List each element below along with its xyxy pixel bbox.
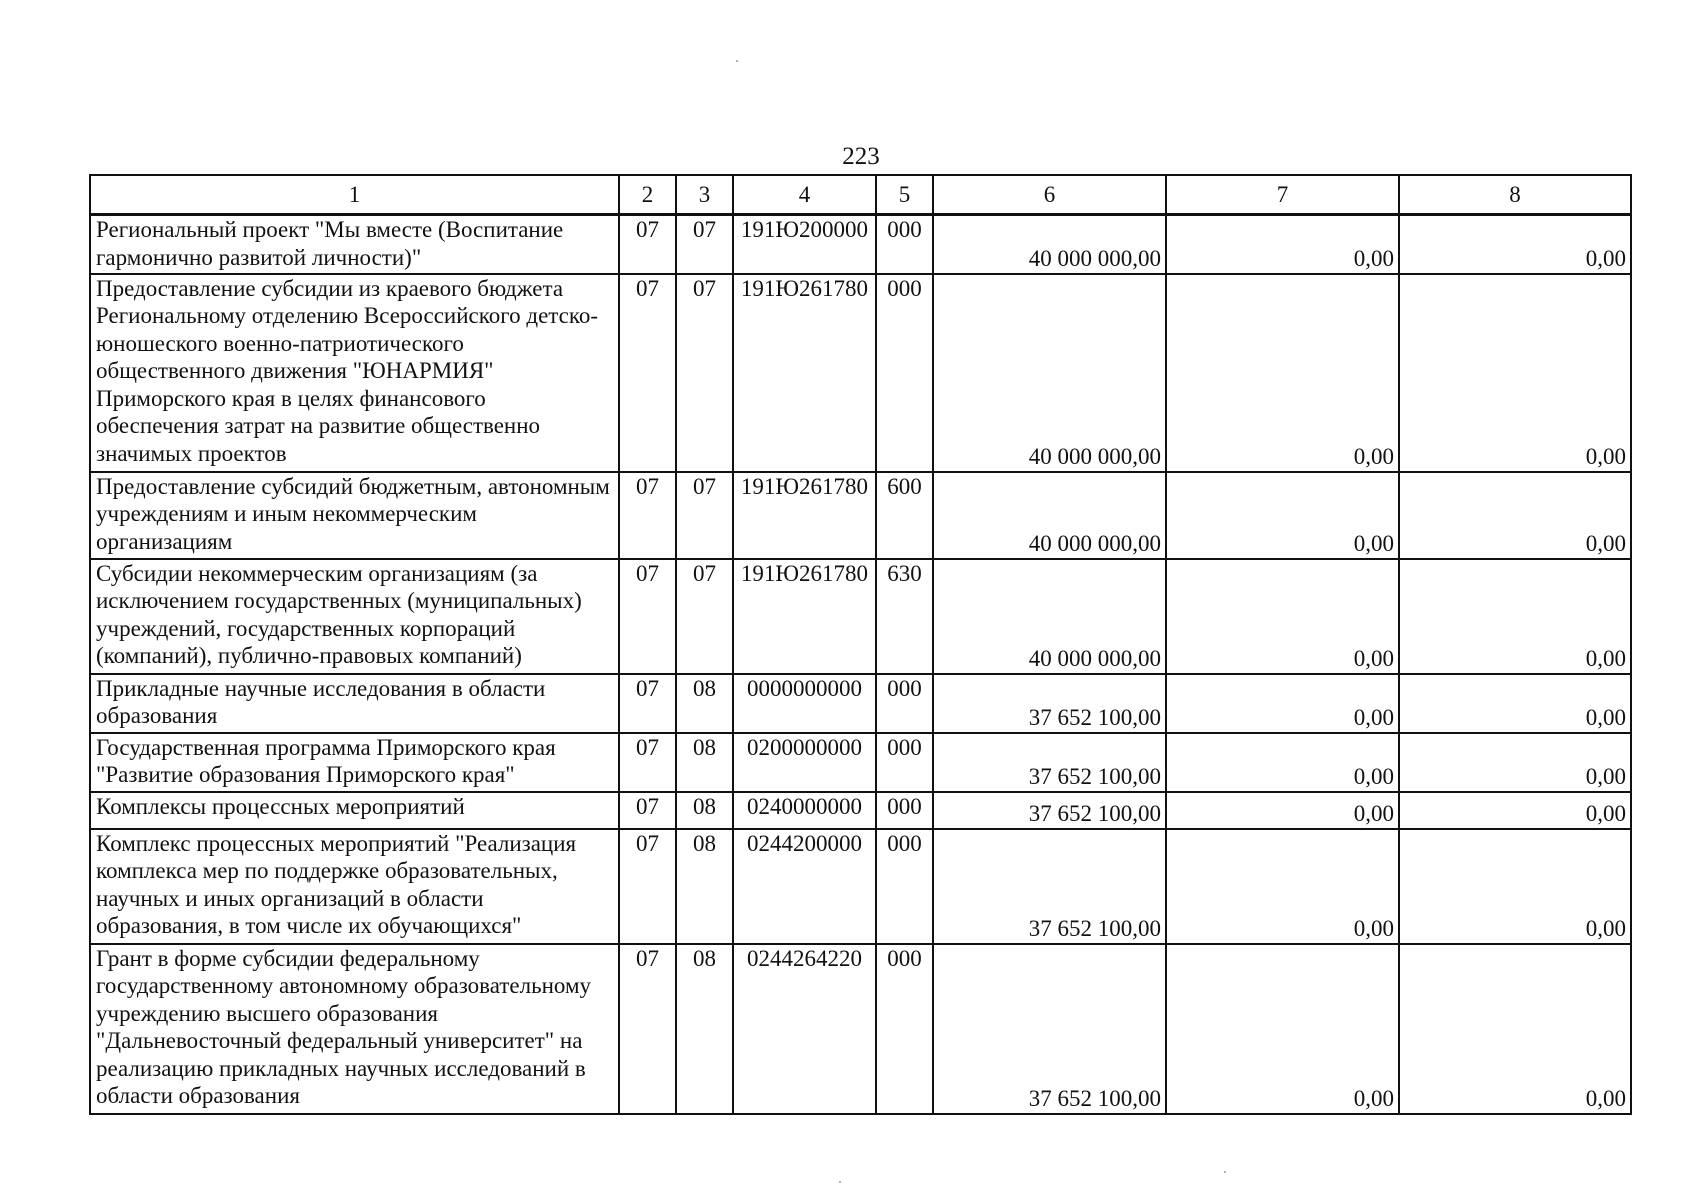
amount-col-8: 0,00 bbox=[1399, 472, 1631, 559]
amount-col-8: 0,00 bbox=[1399, 944, 1631, 1114]
target-article-code: 191Ю261780 bbox=[733, 472, 876, 559]
section-code: 07 bbox=[619, 215, 676, 274]
section-code: 07 bbox=[619, 944, 676, 1114]
amount-col-6: 37 652 100,00 bbox=[933, 944, 1166, 1114]
amount-col-6: 40 000 000,00 bbox=[933, 559, 1166, 674]
amount-col-6: 37 652 100,00 bbox=[933, 829, 1166, 944]
amount-col-6: 37 652 100,00 bbox=[933, 674, 1166, 733]
amount-col-7: 0,00 bbox=[1166, 733, 1399, 792]
expense-type-code: 000 bbox=[876, 215, 933, 274]
row-name: Грант в форме субсидии федеральному государственному автономному образовательному учреждению высшего образования "Дальневосточный федеральный университет" на реализацию прикладных научных исследований в области образования bbox=[90, 944, 619, 1114]
amount-col-6: 37 652 100,00 bbox=[933, 792, 1166, 829]
table-row bbox=[90, 792, 1631, 829]
subsection-code: 08 bbox=[676, 792, 733, 829]
amount-col-8: 0,00 bbox=[1399, 733, 1631, 792]
amount-col-7: 0,00 bbox=[1166, 274, 1399, 472]
target-article-code: 0244264220 bbox=[733, 944, 876, 1114]
amount-col-6: 40 000 000,00 bbox=[933, 215, 1166, 274]
column-header: 1 bbox=[90, 175, 619, 215]
amount-col-6: 40 000 000,00 bbox=[933, 274, 1166, 472]
column-header: 2 bbox=[619, 175, 676, 215]
table-row bbox=[90, 559, 1631, 674]
subsection-code: 07 bbox=[676, 274, 733, 472]
page-number: 223 bbox=[842, 143, 880, 170]
amount-col-8: 0,00 bbox=[1399, 792, 1631, 829]
subsection-code: 08 bbox=[676, 674, 733, 733]
target-article-code: 0200000000 bbox=[733, 733, 876, 792]
row-name: Прикладные научные исследования в области образования bbox=[90, 674, 619, 733]
table-row bbox=[90, 472, 1631, 559]
target-article-code: 191Ю261780 bbox=[733, 559, 876, 674]
amount-col-8: 0,00 bbox=[1399, 274, 1631, 472]
amount-col-7: 0,00 bbox=[1166, 472, 1399, 559]
subsection-code: 08 bbox=[676, 944, 733, 1114]
expense-type-code: 000 bbox=[876, 792, 933, 829]
target-article-code: 0240000000 bbox=[733, 792, 876, 829]
scan-speck bbox=[839, 1181, 841, 1183]
expense-type-code: 600 bbox=[876, 472, 933, 559]
column-header: 3 bbox=[676, 175, 733, 215]
amount-col-7: 0,00 bbox=[1166, 829, 1399, 944]
expense-type-code: 000 bbox=[876, 829, 933, 944]
amount-col-8: 0,00 bbox=[1399, 674, 1631, 733]
row-name: Государственная программа Приморского края "Развитие образования Приморского края" bbox=[90, 733, 619, 792]
column-header: 5 bbox=[876, 175, 933, 215]
subsection-code: 07 bbox=[676, 215, 733, 274]
scan-speck bbox=[1224, 1171, 1226, 1173]
section-code: 07 bbox=[619, 674, 676, 733]
scan-speck bbox=[736, 60, 738, 62]
budget-table bbox=[89, 174, 1632, 1115]
target-article-code: 0000000000 bbox=[733, 674, 876, 733]
expense-type-code: 630 bbox=[876, 559, 933, 674]
expense-type-code: 000 bbox=[876, 274, 933, 472]
amount-col-8: 0,00 bbox=[1399, 559, 1631, 674]
table-row bbox=[90, 733, 1631, 792]
row-name: Субсидии некоммерческим организациям (за исключением государственных (муниципальных) учреждений, государственных корпораций (компаний), публично-правовых компаний) bbox=[90, 559, 619, 674]
amount-col-7: 0,00 bbox=[1166, 674, 1399, 733]
expense-type-code: 000 bbox=[876, 733, 933, 792]
amount-col-6: 37 652 100,00 bbox=[933, 733, 1166, 792]
table-row bbox=[90, 274, 1631, 472]
column-header: 4 bbox=[733, 175, 876, 215]
row-name: Комплексы процессных мероприятий bbox=[90, 792, 619, 829]
subsection-code: 08 bbox=[676, 829, 733, 944]
section-code: 07 bbox=[619, 274, 676, 472]
column-header: 6 bbox=[933, 175, 1166, 215]
section-code: 07 bbox=[619, 829, 676, 944]
table-row bbox=[90, 215, 1631, 274]
target-article-code: 191Ю200000 bbox=[733, 215, 876, 274]
table-header-row bbox=[90, 175, 1631, 215]
subsection-code: 07 bbox=[676, 559, 733, 674]
amount-col-7: 0,00 bbox=[1166, 944, 1399, 1114]
subsection-code: 07 bbox=[676, 472, 733, 559]
amount-col-7: 0,00 bbox=[1166, 215, 1399, 274]
column-header: 8 bbox=[1399, 175, 1631, 215]
section-code: 07 bbox=[619, 472, 676, 559]
amount-col-7: 0,00 bbox=[1166, 559, 1399, 674]
table-row bbox=[90, 674, 1631, 733]
target-article-code: 191Ю261780 bbox=[733, 274, 876, 472]
amount-col-8: 0,00 bbox=[1399, 215, 1631, 274]
subsection-code: 08 bbox=[676, 733, 733, 792]
amount-col-7: 0,00 bbox=[1166, 792, 1399, 829]
expense-type-code: 000 bbox=[876, 944, 933, 1114]
column-header: 7 bbox=[1166, 175, 1399, 215]
section-code: 07 bbox=[619, 792, 676, 829]
table-row bbox=[90, 944, 1631, 1114]
row-name: Предоставление субсидий бюджетным, автономным учреждениям и иным некоммерческим организациям bbox=[90, 472, 619, 559]
section-code: 07 bbox=[619, 733, 676, 792]
amount-col-6: 40 000 000,00 bbox=[933, 472, 1166, 559]
row-name: Региональный проект "Мы вместе (Воспитание гармонично развитой личности)" bbox=[90, 215, 619, 274]
row-name: Комплекс процессных мероприятий "Реализация комплекса мер по поддержке образовательных, научных и иных организаций в области образования, в том числе их обучающихся" bbox=[90, 829, 619, 944]
row-name: Предоставление субсидии из краевого бюджета Региональному отделению Всероссийского детско-юношеского военно-патриотического общественного движения "ЮНАРМИЯ" Приморского края в целях финансового обеспечения затрат на развитие общественно значимых проектов bbox=[90, 274, 619, 472]
expense-type-code: 000 bbox=[876, 674, 933, 733]
target-article-code: 0244200000 bbox=[733, 829, 876, 944]
amount-col-8: 0,00 bbox=[1399, 829, 1631, 944]
table-row bbox=[90, 829, 1631, 944]
section-code: 07 bbox=[619, 559, 676, 674]
